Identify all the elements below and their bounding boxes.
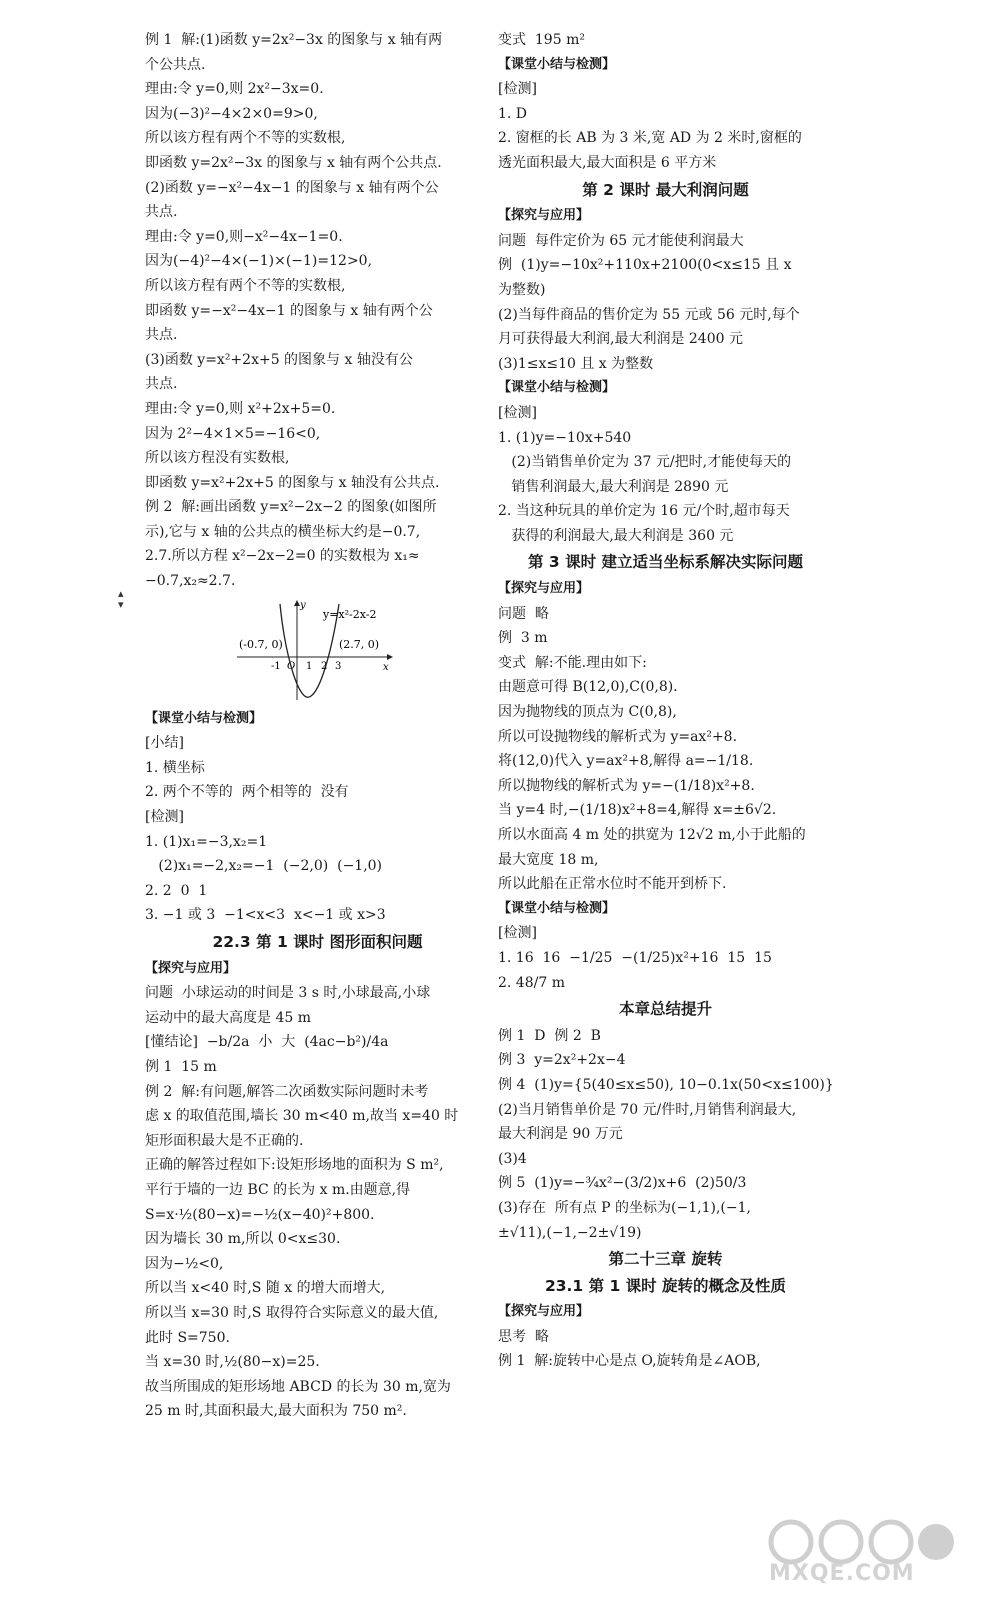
x-axis-arrow (387, 654, 393, 660)
text-line: 销售利润最大,最大利润是 2890 元 (498, 478, 729, 495)
lesson-title: 第 2 课时 最大利润问题 (582, 180, 749, 199)
y-axis-label: y (300, 599, 306, 611)
text-line: 1. 16 16 −1/25 −(1/25)x²+16 15 15 (498, 949, 772, 966)
parabola-graph (227, 596, 397, 701)
text-line: 当 x=30 时,½(80−x)=25. (145, 1354, 320, 1371)
text-line: 2. 2 0 1 (145, 882, 208, 899)
section-heading: 【探究与应用】 (498, 208, 590, 224)
text-line: 2. 48/7 m (498, 974, 565, 991)
text-line: 将(12,0)代入 y=ax²+8,解得 a=−1/18. (498, 753, 754, 770)
x-axis-label: x (383, 661, 389, 673)
text-line: 例 1 D 例 2 B (498, 1027, 601, 1044)
text-line: 所以可设抛物线的解析式为 y=ax²+8. (498, 728, 738, 745)
text-line: 1. D (498, 105, 528, 122)
text-line: 即函数 y=−x²−4x−1 的图象与 x 轴有两个公 (145, 302, 433, 319)
text-line: 透光面积最大,最大面积是 6 平方米 (498, 154, 717, 171)
text-line: 共点. (145, 376, 178, 393)
equation-label: y=x²-2x-2 (323, 607, 377, 621)
lesson-title: 22.3 第 1 课时 图形面积问题 (212, 933, 423, 951)
tick-label-2: 2 (321, 660, 328, 672)
text-line: [检测] (498, 404, 537, 421)
lesson-title: 第 3 课时 建立适当坐标系解决实际问题 (528, 553, 803, 572)
origin-label: O (287, 660, 296, 672)
text-line: 因为抛物线的顶点为 C(0,8), (498, 704, 677, 721)
text-line: 虑 x 的取值范围,墙长 30 m<40 m,故当 x=40 时 (145, 1108, 459, 1125)
text-line: 所以当 x<40 时,S 随 x 的增大而增大, (145, 1280, 386, 1297)
text-line: 例 4 (1)y={5(40≤x≤50), 10−0.1x(50<x≤100)} (498, 1076, 834, 1093)
section-heading: 【探究与应用】 (498, 581, 590, 597)
text-line: (3)1≤x≤10 且 x 为整数 (498, 355, 654, 372)
margin-mark: ▴ ▾ (118, 587, 124, 611)
text-line: 问题 每件定价为 65 元才能使利润最大 (498, 232, 744, 249)
text-line: [检测] (145, 809, 184, 826)
text-line: 例 1 解:(1)函数 y=2x²−3x 的图象与 x 轴有两 (145, 32, 443, 48)
tick-label-neg1: -1 (271, 660, 281, 672)
section-heading: 【课堂小结与检测】 (145, 710, 263, 726)
text-line: 例 5 (1)y=−¾x²−(3/2)x+6 (2)50/3 (498, 1175, 747, 1192)
text-line: 问题 小球运动的时间是 3 s 时,小球最高,小球 (145, 985, 431, 1002)
text-line: −0.7,x₂≈2.7. (145, 573, 236, 590)
text-line: 1. (1)y=−10x+540 (498, 429, 632, 446)
text-line: (3)存在 所有点 P 的坐标为(−1,1),(−1, (498, 1199, 751, 1216)
text-line: 即函数 y=2x²−3x 的图象与 x 轴有两个公共点. (145, 154, 442, 171)
tick-label-1: 1 (306, 660, 313, 672)
text-line: 月可获得最大利润,最大利润是 2400 元 (498, 331, 743, 348)
lesson-title: 第二十三章 旋转 (608, 1250, 723, 1269)
text-line: 所以抛物线的解析式为 y=−(1/18)x²+8. (498, 777, 755, 794)
text-line: 例 1 15 m (145, 1058, 217, 1075)
text-line: 变式 195 m² (498, 32, 585, 48)
point-right-label: (2.7, 0) (339, 637, 380, 651)
text-line: 因为 2²−4×1×5=−16<0, (145, 425, 321, 442)
section-heading: 【课堂小结与检测】 (498, 900, 616, 916)
text-line: 例 2 解:画出函数 y=x²−2x−2 的图象(如图所 (145, 499, 437, 516)
text-line: 故当所围成的矩形场地 ABCD 的长为 30 m,宽为 (145, 1378, 451, 1395)
text-line: 理由:令 y=0,则 2x²−3x=0. (145, 81, 324, 98)
text-line: 正确的解答过程如下:设矩形场地的面积为 S m², (145, 1157, 444, 1174)
text-line: (2)x₁=−2,x₂=−1 (−2,0) (−1,0) (145, 858, 383, 875)
text-line: 最大利润是 90 万元 (498, 1126, 623, 1143)
section-heading: 【课堂小结与检测】 (498, 56, 616, 72)
lesson-title: 23.1 第 1 课时 旋转的概念及性质 (544, 1276, 787, 1295)
text-line: ±√11),(−1,−2±√19) (498, 1224, 642, 1241)
text-line: 变式 解:不能.理由如下: (498, 654, 647, 671)
text-line: 理由:令 y=0,则 x²+2x+5=0. (145, 400, 336, 417)
text-line: 个公共点. (145, 56, 206, 73)
text-line: 因为墙长 30 m,所以 0<x≤30. (145, 1231, 341, 1248)
text-line: 当 y=4 时,−(1/18)x²+8=4,解得 x=±6√2. (498, 802, 777, 819)
text-line: 此时 S=750. (145, 1329, 230, 1346)
lesson-title: 本章总结提升 (618, 1000, 712, 1019)
text-line: 获得的利润最大,最大利润是 360 元 (498, 527, 734, 544)
text-line: (2)当月销售单价是 70 元/件时,月销售利润最大, (498, 1101, 797, 1118)
text-line: 2. 当这种玩具的单价定为 16 元/个时,超市每天 (498, 503, 790, 520)
text-line: 共点. (145, 327, 178, 344)
text-line: 理由:令 y=0,则−x²−4x−1=0. (145, 228, 343, 245)
section-heading: 【探究与应用】 (498, 1304, 590, 1320)
text-line: 因为−½<0, (145, 1255, 224, 1272)
text-line: [懂结论] −b/2a 小 大 (4ac−b²)/4a (145, 1034, 389, 1051)
text-line: [检测] (498, 925, 537, 942)
text-line: 2. 窗框的长 AB 为 3 米,宽 AD 为 2 米时,窗框的 (498, 130, 802, 147)
point-left-label: (-0.7, 0) (239, 637, 283, 651)
text-line: 问题 略 (498, 605, 549, 622)
text-line: 矩形面积最大是不正确的. (145, 1132, 304, 1149)
text-line: (3)4 (498, 1150, 527, 1167)
text-line: 因为(−4)²−4×(−1)×(−1)=12>0, (145, 253, 373, 270)
text-line: 即函数 y=x²+2x+5 的图象与 x 轴没有公共点. (145, 474, 440, 491)
text-line: 例 3 m (498, 630, 548, 647)
text-line: 因为(−3)²−4×2×0=9>0, (145, 105, 318, 122)
text-line: 1. (1)x₁=−3,x₂=1 (145, 833, 268, 850)
text-line: 所以该方程有两个不等的实数根, (145, 130, 346, 147)
section-heading: 【探究与应用】 (145, 960, 237, 976)
text-line: S=x·½(80−x)=−½(x−40)²+800. (145, 1206, 375, 1223)
text-line: (3)函数 y=x²+2x+5 的图象与 x 轴没有公 (145, 351, 413, 368)
text-line: 2.7.所以方程 x²−2x−2=0 的实数根为 x₁≈ (145, 548, 420, 565)
text-line: 平行于墙的一边 BC 的长为 x m.由题意,得 (145, 1181, 411, 1198)
text-line: 例 (1)y=−10x²+110x+2100(0<x≤15 且 x (498, 257, 792, 274)
text-line: 25 m 时,其面积最大,最大面积为 750 m². (145, 1403, 407, 1420)
text-line: 2. 两个不等的 两个相等的 没有 (145, 784, 349, 801)
text-line: 所以此船在正常水位时不能开到桥下. (498, 876, 727, 893)
text-line: 所以该方程没有实数根, (145, 450, 290, 467)
section-heading: 【课堂小结与检测】 (498, 380, 616, 396)
text-line: 运动中的最大高度是 45 m (145, 1009, 311, 1026)
text-line: 共点. (145, 204, 178, 221)
text-line: [小结] (145, 735, 184, 752)
text-line: 为整数) (498, 281, 546, 298)
text-line: 例 3 y=2x²+2x−4 (498, 1052, 626, 1069)
text-line: 由题意可得 B(12,0),C(0,8). (498, 679, 678, 696)
text-line: (2)函数 y=−x²−4x−1 的图象与 x 轴有两个公 (145, 179, 439, 196)
text-line: 例 1 解:旋转中心是点 O,旋转角是∠AOB, (498, 1353, 761, 1370)
text-line: 例 2 解:有问题,解答二次函数实际问题时未考 (145, 1083, 429, 1100)
text-line: (2)当销售单价定为 37 元/把时,才能使每天的 (498, 454, 792, 471)
text-line: 示),它与 x 轴的公共点的横坐标大约是−0.7, (145, 523, 421, 540)
text-line: 所以该方程有两个不等的实数根, (145, 277, 346, 294)
watermark-text: MXQE.COM (769, 1561, 915, 1586)
left-column (145, 28, 490, 1424)
text-line: 最大宽度 18 m, (498, 851, 599, 868)
tick-label-3: 3 (335, 660, 342, 672)
text-line: 所以当 x=30 时,S 取得符合实际意义的最大值, (145, 1304, 439, 1321)
text-line: 思考 略 (498, 1328, 549, 1345)
text-line: 所以水面高 4 m 处的拱宽为 12√2 m,小于此船的 (498, 827, 806, 843)
text-line: 3. −1 或 3 −1<x<3 x<−1 或 x>3 (145, 907, 386, 924)
right-column (498, 28, 833, 1374)
watermark-logo (761, 1518, 961, 1588)
text-line: 1. 横坐标 (145, 759, 205, 776)
text-line: (2)当每件商品的售价定为 55 元或 56 元时,每个 (498, 306, 800, 323)
text-line: [检测] (498, 81, 537, 98)
